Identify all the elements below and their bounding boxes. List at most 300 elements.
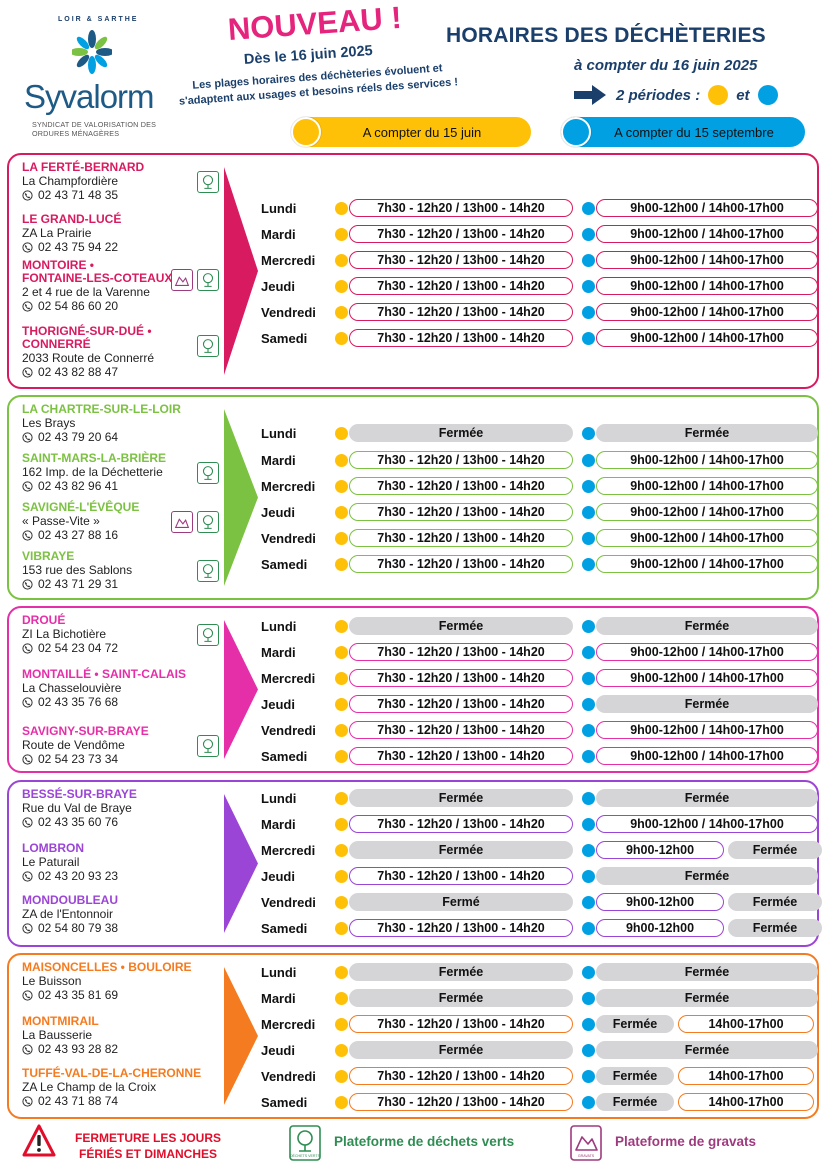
site-address: Rue du Val de Braye	[22, 801, 132, 815]
green-waste-platform-icon	[197, 560, 219, 582]
opening-hours-slot: 9h00-12h00 / 14h00-17h00	[596, 199, 818, 217]
nouveau-headline: NOUVEAU !	[226, 0, 403, 47]
yellow-period-dot	[335, 454, 348, 467]
closed-slot: Fermée	[728, 893, 822, 911]
blue-period-dot	[582, 750, 595, 763]
phone-icon	[22, 1044, 33, 1055]
site-address: ZI La Bichotière	[22, 627, 107, 641]
site-name: LA CHARTRE-SUR-LE-LOIR	[22, 402, 181, 416]
blue-period-dot	[582, 792, 595, 805]
site-entry	[22, 614, 222, 656]
schedule-row	[251, 866, 817, 886]
yellow-period-dot	[335, 558, 348, 571]
yellow-period-dot	[335, 1044, 348, 1057]
opening-hours-slot: 9h00-12h00 / 14h00-17h00	[596, 643, 818, 661]
phone-icon	[22, 530, 33, 541]
site-phone	[22, 641, 222, 656]
page-subtitle: à compter du 16 juin 2025	[574, 57, 758, 74]
site-entry	[22, 161, 222, 203]
site-name: SAINT-MARS-LA-BRIÈRE	[22, 451, 166, 465]
opening-hours-slot: 9h00-12h00 / 14h00-17h00	[596, 555, 818, 573]
phone-icon	[22, 697, 33, 708]
yellow-period-dot	[291, 117, 321, 147]
site-name-continued: CONNERRÉ	[22, 337, 91, 351]
blue-period-dot	[582, 870, 595, 883]
site-address: 2 et 4 rue de la Varenne	[22, 285, 150, 299]
site-phone-number: 02 43 20 93 23	[38, 869, 119, 883]
phone-icon	[22, 432, 33, 443]
blue-period-dot	[758, 85, 778, 105]
opening-hours-slot: 7h30 - 12h20 / 13h00 - 14h20	[349, 225, 573, 243]
schedule-row	[251, 224, 817, 244]
blue-period-dot	[582, 1070, 595, 1083]
day-label: Lundi	[261, 425, 297, 441]
site-name: MONTOIRE •	[22, 258, 94, 272]
period-winter-pill	[561, 117, 805, 147]
schedule-row	[251, 918, 817, 938]
yellow-period-dot	[335, 532, 348, 545]
schedule-row	[251, 1014, 817, 1034]
site-phone-number: 02 54 23 73 34	[38, 752, 119, 766]
site-entry	[22, 1015, 222, 1057]
blue-period-dot	[582, 1044, 595, 1057]
site-address: Les Brays	[22, 416, 76, 430]
yellow-period-dot	[335, 750, 348, 763]
green-waste-platform-icon	[197, 735, 219, 757]
schedule-row	[251, 502, 817, 522]
site-address: 153 rue des Sablons	[22, 563, 133, 577]
closed-slot: Fermée	[596, 789, 818, 807]
periods-and: et	[736, 86, 750, 104]
day-label: Mercredi	[261, 842, 316, 858]
site-address: « Passe-Vite »	[22, 514, 100, 528]
schedule-row	[251, 476, 817, 496]
phone-icon	[22, 871, 33, 882]
blue-period-dot	[582, 818, 595, 831]
opening-hours-slot: 9h00-12h00 / 14h00-17h00	[596, 251, 818, 269]
logo-region-text: LOIR & SARTHE	[58, 16, 139, 23]
blue-period-dot	[582, 698, 595, 711]
opening-hours-slot: 9h00-12h00 / 14h00-17h00	[596, 329, 818, 347]
site-name: BESSÉ-SUR-BRAYE	[22, 787, 137, 801]
site-name-continued: FONTAINE-LES-COTEAUX	[22, 271, 173, 285]
brand-name: Syvalorm	[24, 78, 154, 115]
site-address: La Bausserie	[22, 1028, 93, 1042]
yellow-period-dot	[335, 792, 348, 805]
yellow-period-dot	[335, 672, 348, 685]
site-name: MAISONCELLES • BOULOIRE	[22, 960, 192, 974]
day-label: Samedi	[261, 330, 308, 346]
schedule-row	[251, 1092, 817, 1112]
schedule-row	[251, 1040, 817, 1060]
schedule-row	[251, 198, 817, 218]
yellow-period-dot	[335, 332, 348, 345]
blue-period-dot	[582, 922, 595, 935]
yellow-period-dot	[335, 870, 348, 883]
site-phone	[22, 479, 222, 494]
yellow-period-dot	[335, 280, 348, 293]
schedule-row	[251, 720, 817, 740]
blue-period-dot	[582, 844, 595, 857]
blue-period-dot	[582, 1096, 595, 1109]
blue-period-dot	[582, 506, 595, 519]
holiday-closure-notice: FERMETURE LES JOURS FÉRIÉS ET DIMANCHES	[74, 1131, 221, 1161]
site-address: Le Paturail	[22, 855, 80, 869]
opening-hours-slot: 7h30 - 12h20 / 13h00 - 14h20	[349, 1067, 573, 1085]
site-phone	[22, 365, 222, 380]
site-name: LA FERTÉ-BERNARD	[22, 160, 145, 174]
warning-triangle-icon	[22, 1124, 56, 1158]
day-label: Mardi	[261, 452, 296, 468]
closed-slot: Fermée	[349, 617, 573, 635]
yellow-period-dot	[335, 1096, 348, 1109]
opening-hours-slot: 9h00-12h00	[596, 893, 724, 911]
closed-slot: Fermée	[596, 617, 818, 635]
green-waste-platform-icon	[197, 171, 219, 193]
site-entry	[22, 325, 222, 380]
site-phone	[22, 869, 222, 884]
closed-slot: Fermée	[349, 989, 573, 1007]
period-summer-label: A compter du 15 juin	[362, 124, 482, 140]
closed-slot: Fermée	[349, 963, 573, 981]
schedule-row	[251, 302, 817, 322]
opening-hours-slot: 9h00-12h00 / 14h00-17h00	[596, 669, 818, 687]
day-label: Samedi	[261, 748, 308, 764]
opening-hours-slot: 7h30 - 12h20 / 13h00 - 14h20	[349, 721, 573, 739]
site-phone	[22, 695, 222, 710]
yellow-period-dot	[335, 896, 348, 909]
effective-date: Dès le 16 juin 2025	[243, 43, 374, 68]
opening-hours-slot: 7h30 - 12h20 / 13h00 - 14h20	[349, 555, 573, 573]
flower-logo-icon	[72, 28, 112, 80]
yellow-period-dot	[335, 922, 348, 935]
schedule-row	[251, 962, 817, 982]
schedule-row	[251, 250, 817, 270]
day-label: Vendredi	[261, 304, 316, 320]
site-group-1	[7, 153, 819, 389]
phone-icon	[22, 367, 33, 378]
phone-icon	[22, 754, 33, 765]
day-label: Mardi	[261, 644, 296, 660]
closed-slot: Fermée	[596, 695, 818, 713]
schedule-row	[251, 840, 817, 860]
schedule-row	[251, 554, 817, 574]
day-label: Mardi	[261, 226, 296, 242]
blue-period-dot	[582, 332, 595, 345]
site-phone	[22, 577, 222, 592]
closed-slot: Fermée	[596, 867, 818, 885]
blue-period-dot	[561, 117, 591, 147]
schedule-row	[251, 450, 817, 470]
site-address: ZA La Prairie	[22, 226, 92, 240]
site-phone	[22, 240, 222, 255]
site-phone-number: 02 43 35 60 76	[38, 815, 119, 829]
day-label: Lundi	[261, 964, 297, 980]
site-phone-number: 02 43 93 28 82	[38, 1042, 119, 1056]
rubble-platform-icon	[570, 1125, 602, 1161]
site-phone-number: 02 43 27 88 16	[38, 528, 119, 542]
schedule-row	[251, 276, 817, 296]
site-entry	[22, 894, 222, 936]
green-waste-platform-icon	[197, 335, 219, 357]
rubble-platform-icon	[171, 269, 193, 291]
blue-period-dot	[582, 202, 595, 215]
opening-hours-slot: 9h00-12h00 / 14h00-17h00	[596, 529, 818, 547]
phone-icon	[22, 990, 33, 1001]
day-label: Samedi	[261, 920, 308, 936]
opening-hours-slot: 9h00-12h00 / 14h00-17h00	[596, 477, 818, 495]
schedule-row	[251, 642, 817, 662]
site-name: VIBRAYE	[22, 549, 75, 563]
opening-hours-slot: 7h30 - 12h20 / 13h00 - 14h20	[349, 329, 573, 347]
yellow-period-dot	[335, 646, 348, 659]
day-label: Vendredi	[261, 722, 316, 738]
phone-icon	[22, 481, 33, 492]
opening-hours-slot: 7h30 - 12h20 / 13h00 - 14h20	[349, 251, 573, 269]
site-group-2	[7, 395, 819, 600]
day-label: Jeudi	[261, 1042, 295, 1058]
opening-hours-slot: 9h00-12h00 / 14h00-17h00	[596, 451, 818, 469]
closed-slot: Fermée	[596, 963, 818, 981]
day-label: Jeudi	[261, 696, 295, 712]
blue-period-dot	[582, 896, 595, 909]
green-waste-platform-icon	[197, 269, 219, 291]
blue-period-dot	[582, 672, 595, 685]
day-label: Vendredi	[261, 530, 316, 546]
schedule-row	[251, 616, 817, 636]
opening-hours-slot: 7h30 - 12h20 / 13h00 - 14h20	[349, 815, 573, 833]
yellow-period-dot	[335, 992, 348, 1005]
opening-hours-slot: 9h00-12h00 / 14h00-17h00	[596, 721, 818, 739]
schedule-row	[251, 814, 817, 834]
page-title: HORAIRES DES DÉCHÈTERIES	[446, 24, 766, 47]
opening-hours-slot: 9h00-12h00	[596, 919, 724, 937]
arrow-right-icon	[574, 85, 606, 105]
blue-period-dot	[582, 254, 595, 267]
site-phone	[22, 188, 222, 203]
site-phone-number: 02 43 71 88 74	[38, 1094, 119, 1108]
periods-label: 2 périodes :	[616, 86, 701, 104]
yellow-period-dot	[335, 480, 348, 493]
opening-hours-slot: 7h30 - 12h20 / 13h00 - 14h20	[349, 747, 573, 765]
closed-slot: Fermée	[349, 841, 573, 859]
site-address: 2033 Route de Connerré	[22, 351, 155, 365]
schedule-row	[251, 668, 817, 688]
day-label: Vendredi	[261, 1068, 316, 1084]
closed-slot: Fermée	[728, 919, 822, 937]
site-address: ZA de l'Entonnoir	[22, 907, 114, 921]
site-name: DROUÉ	[22, 613, 66, 627]
site-phone	[22, 921, 222, 936]
phone-icon	[22, 923, 33, 934]
site-phone	[22, 299, 222, 314]
opening-hours-slot: 14h00-17h00	[678, 1067, 814, 1085]
opening-hours-slot: 7h30 - 12h20 / 13h00 - 14h20	[349, 1093, 573, 1111]
site-name: MONTMIRAIL	[22, 1014, 99, 1028]
opening-hours-slot: 9h00-12h00 / 14h00-17h00	[596, 747, 818, 765]
blue-period-dot	[582, 427, 595, 440]
blue-period-dot	[582, 724, 595, 737]
blue-period-dot	[582, 646, 595, 659]
site-phone	[22, 752, 222, 767]
yellow-period-dot	[708, 85, 728, 105]
yellow-period-dot	[335, 620, 348, 633]
opening-hours-slot: 9h00-12h00 / 14h00-17h00	[596, 303, 818, 321]
site-name: TUFFÉ-VAL-DE-LA-CHERONNE	[22, 1066, 202, 1080]
phone-icon	[22, 301, 33, 312]
yellow-period-dot	[335, 202, 348, 215]
yellow-period-dot	[335, 427, 348, 440]
opening-hours-slot: 7h30 - 12h20 / 13h00 - 14h20	[349, 199, 573, 217]
site-name: LOMBRON	[22, 841, 84, 855]
day-label: Jeudi	[261, 868, 295, 884]
site-address: 162 Imp. de la Déchetterie	[22, 465, 163, 479]
closed-slot: Fermée	[596, 424, 818, 442]
site-phone-number: 02 43 75 94 22	[38, 240, 119, 254]
day-label: Samedi	[261, 556, 308, 572]
site-name: SAVIGNY-SUR-BRAYE	[22, 724, 149, 738]
site-phone	[22, 430, 222, 445]
opening-hours-slot: 14h00-17h00	[678, 1015, 814, 1033]
schedule-row	[251, 892, 817, 912]
site-address: ZA Le Champ de la Croix	[22, 1080, 157, 1094]
day-label: Mercredi	[261, 478, 316, 494]
day-label: Mercredi	[261, 252, 316, 268]
phone-icon	[22, 190, 33, 201]
blue-period-dot	[582, 306, 595, 319]
opening-hours-slot: 7h30 - 12h20 / 13h00 - 14h20	[349, 503, 573, 521]
opening-hours-slot: 7h30 - 12h20 / 13h00 - 14h20	[349, 867, 573, 885]
opening-hours-slot: 9h00-12h00 / 14h00-17h00	[596, 277, 818, 295]
day-label: Mardi	[261, 816, 296, 832]
site-group-4	[7, 780, 819, 947]
site-phone	[22, 815, 222, 830]
schedule-row	[251, 1066, 817, 1086]
opening-hours-slot: 9h00-12h00 / 14h00-17h00	[596, 815, 818, 833]
phone-icon	[22, 1096, 33, 1107]
opening-hours-slot: 14h00-17h00	[678, 1093, 814, 1111]
schedule-row	[251, 988, 817, 1008]
yellow-period-dot	[335, 306, 348, 319]
site-phone	[22, 1042, 222, 1057]
blue-period-dot	[582, 966, 595, 979]
periods-legend	[574, 84, 786, 106]
schedule-row	[251, 788, 817, 808]
rubble-platform-icon	[171, 511, 193, 533]
site-phone-number: 02 43 82 88 47	[38, 365, 119, 379]
site-address: Le Buisson	[22, 974, 82, 988]
blue-period-dot	[582, 1018, 595, 1031]
site-phone-number: 02 43 71 48 35	[38, 188, 119, 202]
site-address: La Champfordière	[22, 174, 119, 188]
site-entry	[22, 961, 222, 1003]
site-name: MONDOUBLEAU	[22, 893, 118, 907]
green-waste-icon-caption: DÉCHETS VERTS	[289, 1154, 321, 1158]
opening-hours-slot: 7h30 - 12h20 / 13h00 - 14h20	[349, 643, 573, 661]
day-label: Mercredi	[261, 1016, 316, 1032]
site-entry	[22, 842, 222, 884]
site-phone-number: 02 43 82 96 41	[38, 479, 119, 493]
green-waste-legend: Plateforme de déchets verts	[334, 1134, 515, 1149]
site-entry	[22, 1067, 222, 1109]
day-label: Jeudi	[261, 278, 295, 294]
site-group-5	[7, 953, 819, 1119]
day-label: Vendredi	[261, 894, 316, 910]
site-phone-number: 02 43 35 81 69	[38, 988, 119, 1002]
yellow-period-dot	[335, 1070, 348, 1083]
yellow-period-dot	[335, 844, 348, 857]
opening-hours-slot: 9h00-12h00	[596, 841, 724, 859]
yellow-period-dot	[335, 254, 348, 267]
site-entry	[22, 725, 222, 767]
schedule-row	[251, 423, 817, 443]
site-entry	[22, 550, 222, 592]
site-phone-number: 02 43 71 29 31	[38, 577, 119, 591]
period-winter-label: A compter du 15 septembre	[614, 124, 774, 140]
period-summer-pill	[291, 117, 531, 147]
site-phone	[22, 988, 222, 1003]
site-address: La Chasselouvière	[22, 681, 122, 695]
site-phone-number: 02 43 35 76 68	[38, 695, 119, 709]
opening-hours-slot: 7h30 - 12h20 / 13h00 - 14h20	[349, 919, 573, 937]
site-phone-number: 02 54 23 04 72	[38, 641, 119, 655]
closed-slot: Fermée	[728, 841, 822, 859]
green-waste-platform-icon	[197, 462, 219, 484]
site-group-3	[7, 606, 819, 773]
site-entry	[22, 403, 222, 445]
closed-slot: Fermée	[349, 789, 573, 807]
site-name: MONTAILLÉ • SAINT-CALAIS	[22, 667, 186, 681]
closed-slot: Fermée	[349, 1041, 573, 1059]
opening-hours-slot: 7h30 - 12h20 / 13h00 - 14h20	[349, 451, 573, 469]
green-waste-platform-icon	[197, 511, 219, 533]
blue-period-dot	[582, 558, 595, 571]
opening-hours-slot: 7h30 - 12h20 / 13h00 - 14h20	[349, 529, 573, 547]
yellow-period-dot	[335, 966, 348, 979]
site-name: SAVIGNÉ-L'ÉVÊQUE	[22, 500, 140, 514]
site-address: Route de Vendôme	[22, 738, 125, 752]
opening-hours-slot: 7h30 - 12h20 / 13h00 - 14h20	[349, 669, 573, 687]
opening-hours-slot: 7h30 - 12h20 / 13h00 - 14h20	[349, 277, 573, 295]
yellow-period-dot	[335, 698, 348, 711]
yellow-period-dot	[335, 506, 348, 519]
schedule-row	[251, 694, 817, 714]
site-entry	[22, 452, 222, 494]
site-entry	[22, 788, 222, 830]
blue-period-dot	[582, 454, 595, 467]
blue-period-dot	[582, 532, 595, 545]
day-label: Mardi	[261, 990, 296, 1006]
day-label: Lundi	[261, 200, 297, 216]
blue-period-dot	[582, 620, 595, 633]
day-label: Lundi	[261, 790, 297, 806]
yellow-period-dot	[335, 228, 348, 241]
site-entry	[22, 213, 222, 255]
yellow-period-dot	[335, 818, 348, 831]
blue-period-dot	[582, 228, 595, 241]
day-label: Mercredi	[261, 670, 316, 686]
schedule-row	[251, 746, 817, 766]
site-name: LE GRAND-LUCÉ	[22, 212, 122, 226]
yellow-period-dot	[335, 724, 348, 737]
site-name: THORIGNÉ-SUR-DUÉ •	[22, 324, 152, 338]
opening-hours-slot: 7h30 - 12h20 / 13h00 - 14h20	[349, 303, 573, 321]
closed-slot: Fermé	[349, 893, 573, 911]
yellow-period-dot	[335, 1018, 348, 1031]
closed-slot: Fermée	[596, 1015, 674, 1033]
schedule-row	[251, 328, 817, 348]
syvalorm-logo	[20, 14, 160, 144]
